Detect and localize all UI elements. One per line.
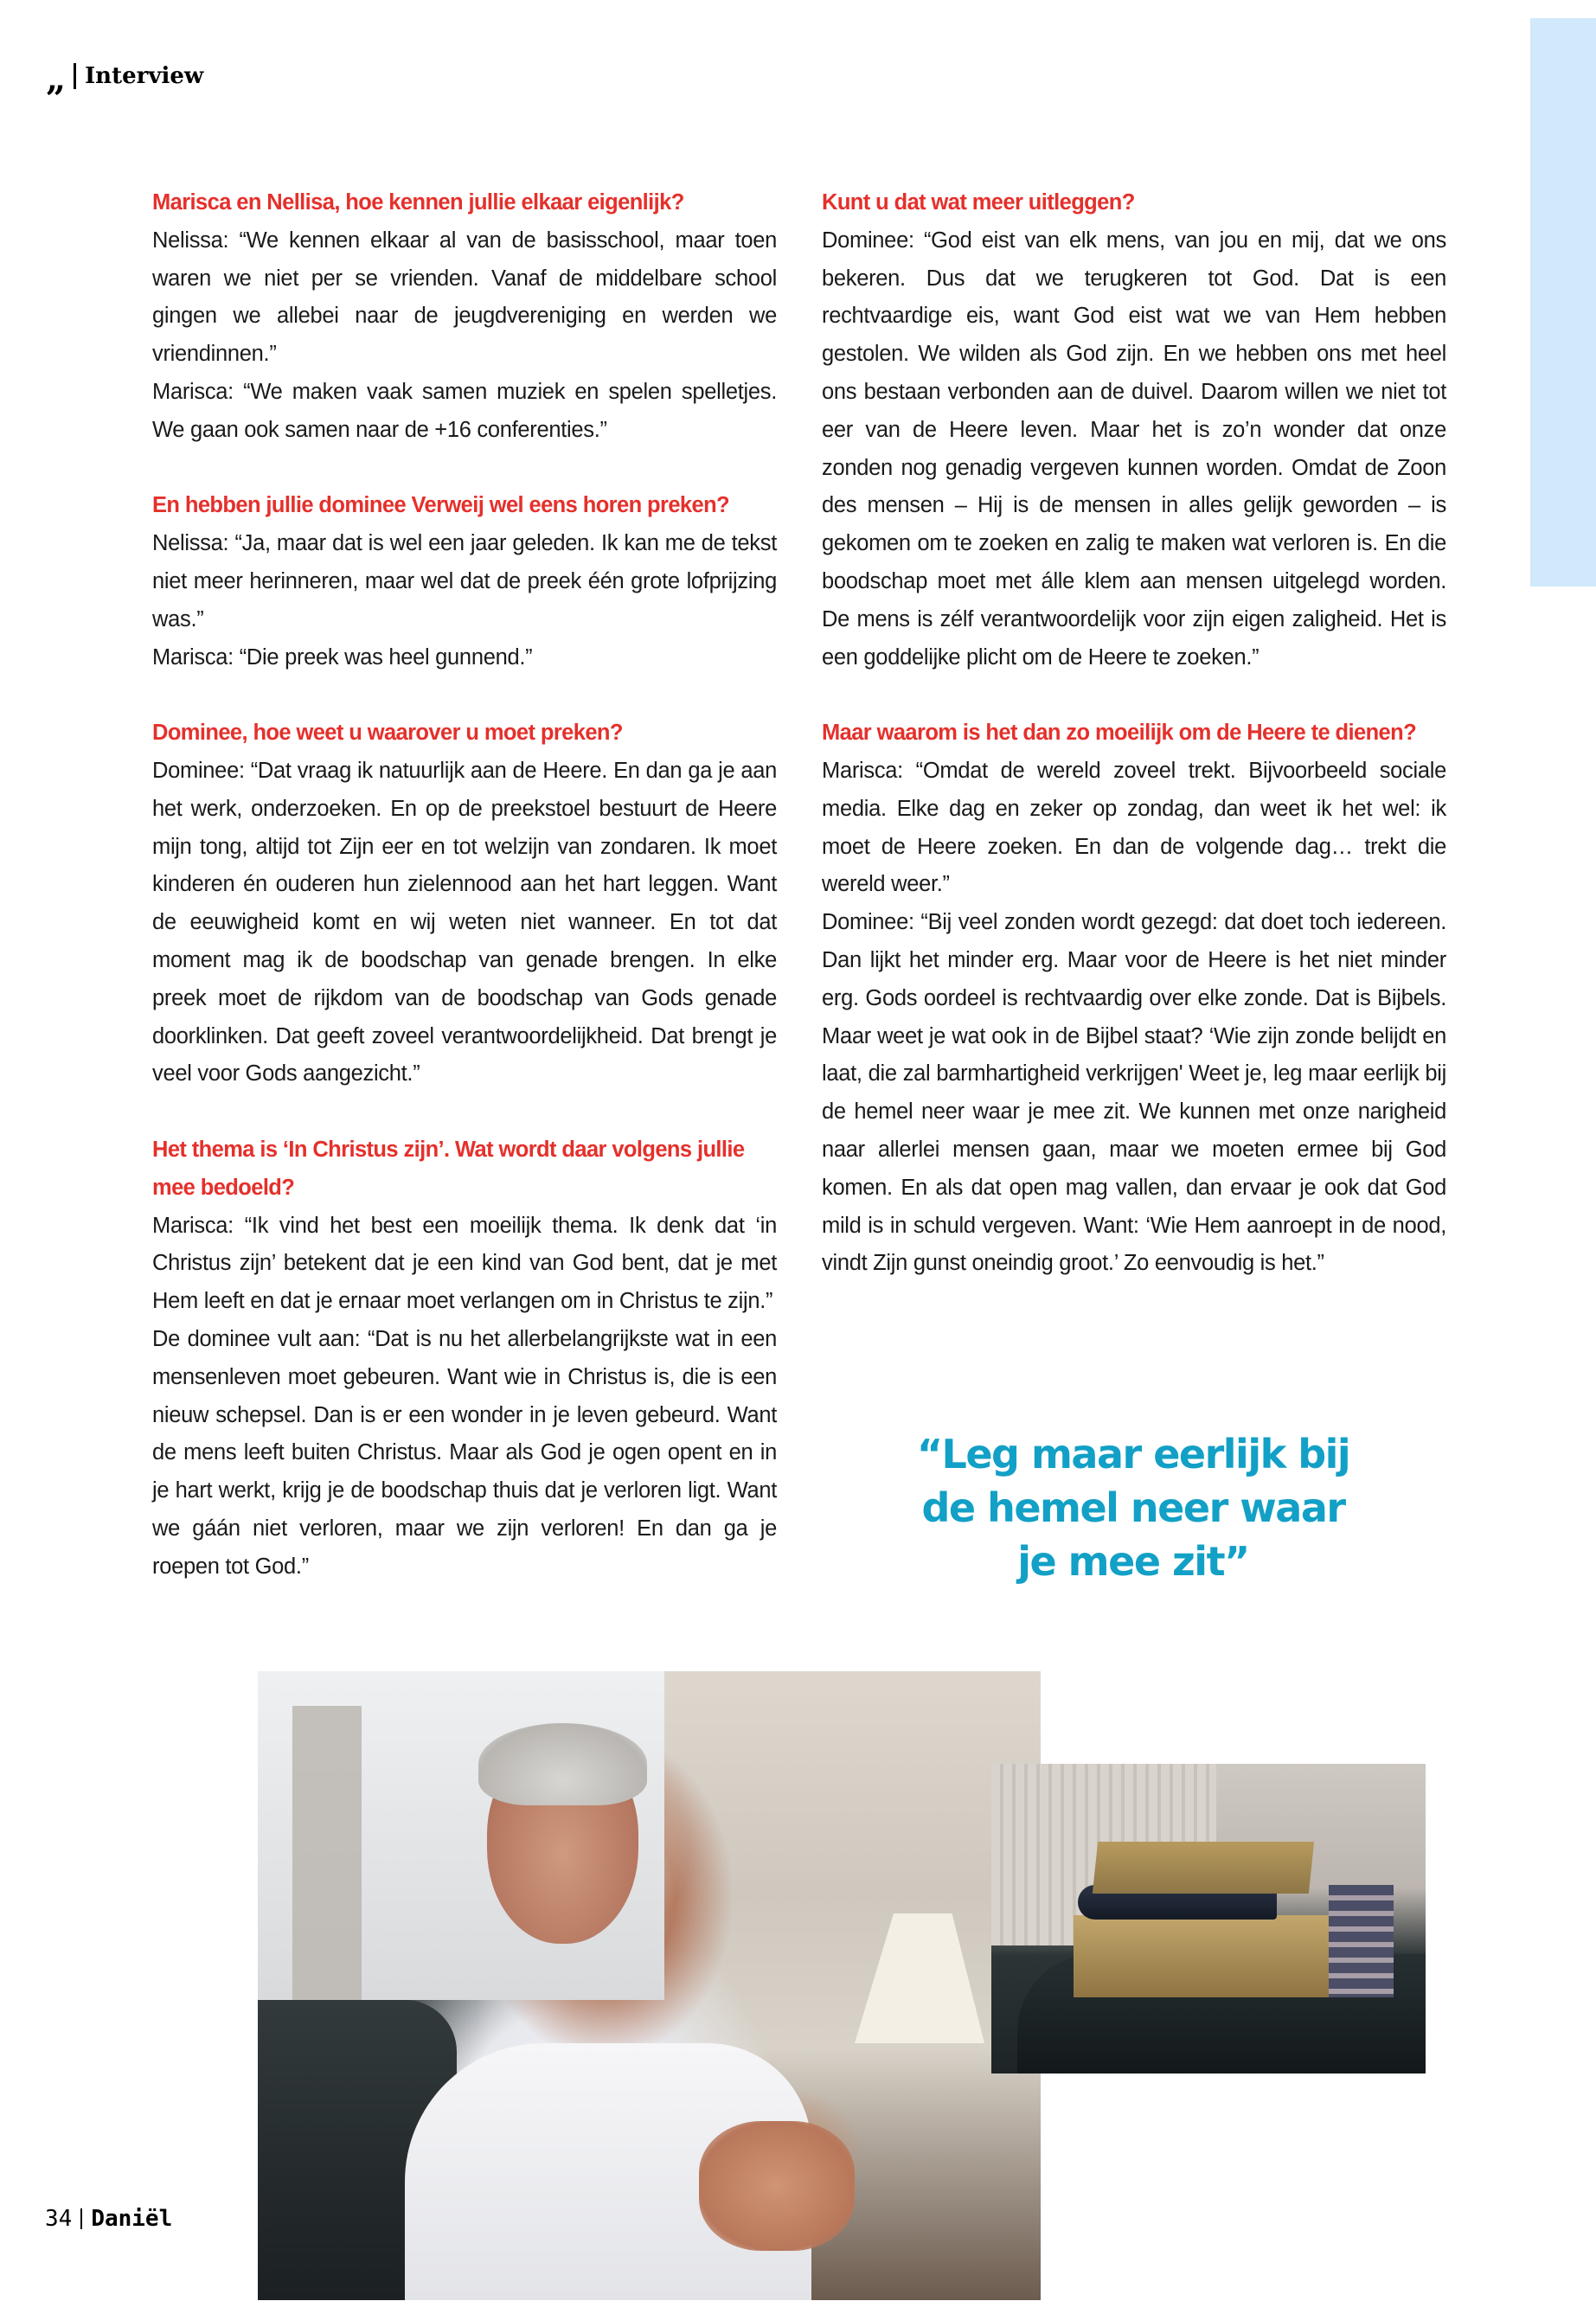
answer: Marisca: “We maken vaak samen muziek en spelen spelletjes. We gaan ook samen naar de +16 conferenties.” (152, 379, 777, 442)
qa-block (822, 184, 1446, 676)
qa-block (152, 715, 777, 1093)
page-header (48, 61, 204, 101)
question: En hebben jullie dominee Verweij wel eens horen preken? (152, 493, 730, 518)
photo-building (292, 1706, 362, 2000)
question: Maar waarom is het dan zo moeilijk om de Heere te dienen? (822, 721, 1417, 746)
answer: Marisca: “Die preek was heel gunnend.” (152, 644, 533, 670)
qa-block (822, 715, 1446, 1283)
page-number: 34 (45, 2206, 73, 2232)
answer: De dominee vult aan: “Dat is nu het allerbelangrijkste wat in een mensenleven moet gebeuren. Want wie in Christus is, die is een nieuw schepsel. Dan is er een wonder in je leven gebeurd. Want de mens leeft buiten Christus. Maar als God je ogen opent en in je hart werkt, krijg je de boodschap thuis dat je verloren ligt. Want we gáán niet verloren, maar we zijn verloren! En dan ga je roepen tot God.” (152, 1326, 777, 1579)
page-footer (45, 2206, 172, 2232)
answer: Dominee: “God eist van elk mens, van jou en mij, dat we ons bekeren. Dus dat we terugkeren tot God. Dat is een rechtvaardige eis, want God eist wat we van Hem hebben gestolen. We wilden als God zijn. En we hebben ons met heel ons bestaan verbonden aan de duivel. Daarom willen we niet tot eer van de Heere leven. Maar het is zo’n wonder dat onze zonden nog genadig vergeven kunnen worden. Omdat de Zoon des mensen – Hij is de mensen in alles gelijk geworden – is gekomen om te zoeken en zalig te maken wat verloren is. En die boodschap moet met álle klem aan mensen uitgelegd worden. De mens is zélf verantwoordelijk voor zijn eigen zaligheid. Het is een goddelijke plicht om de Heere te zoeken.” (822, 228, 1446, 670)
question: Marisca en Nellisa, hoe kennen jullie elkaar eigenlijk? (152, 190, 684, 215)
footer-divider (80, 2208, 82, 2229)
photo-book (1093, 1842, 1314, 1894)
answer: Marisca: “Omdat de wereld zoveel trekt. Bijvoorbeeld sociale media. Elke dag en zeker op zondag, dan weet ik het wel: ik moet de Heere zoeken. En dan de volgende dag… trekt die wereld weer.” (822, 758, 1446, 897)
answer: Nelissa: “Ja, maar dat is wel een jaar geleden. Ik kan me de tekst niet meer herinneren, maar wel dat de preek één grote lofprijzing was.” (152, 531, 777, 631)
side-tab-marker (1530, 18, 1596, 586)
minister-portrait-photo (258, 1671, 1041, 2300)
header-divider (74, 63, 76, 89)
answer: Dominee: “Dat vraag ik natuurlijk aan de Heere. En dan ga je aan het werk, onderzoeken. En op de preekstoel bestuurt de Heere mijn tong, altijd tot Zijn eer en tot welzijn van zondaren. Ik moet kinderen én ouderen hun zielennood aan het hart leggen. Want de eeuwigheid komt en wij weten niet wanneer. En tot dat moment mag ik de boodschap van genade brengen. In elke preek moet de rijkdom van de boodschap van Gods genade doorklinken. Dat geeft zoveel verantwoordelijkheid. Dat brengt je veel voor Gods aangezicht.” (152, 758, 777, 1086)
answer: Dominee: “Bij veel zonden wordt gezegd: dat doet toch iedereen. Dan lijkt het minder erg. Maar voor de Heere is het niet minder erg. Gods oordeel is rechtvaardig over elke zonde. Dat is Bijbels. Maar weet je wat ook in de Bijbel staat? ‘Wie zijn zonde belijdt en laat, die zal barmhartigheid verkrijgen' Weet je, leg maar eerlijk bij de hemel neer waar je mee zit. We kunnen met onze narigheid naar allerlei mensen gaan, maar we moeten ermee bij God komen. En als dat open mag vallen, dan ervaar je ook dat God mild is in schuld vergeven. Want: ‘Wie Hem aanroept in de nood, vindt Zijn gunst oneindig groot.’ Zo eenvoudig is het.” (822, 910, 1446, 1276)
qa-block (152, 184, 777, 450)
bibles-photo (991, 1764, 1426, 2073)
magazine-name: Daniël (91, 2206, 173, 2232)
pull-quote: “Leg maar eerlijk bij de hemel neer waar je mee zit” (916, 1431, 1350, 1585)
question: Het thema is ‘In Christus zijn’. Wat wordt daar volgens jullie mee bedoeld? (152, 1137, 745, 1200)
quote-icon: “ (48, 61, 66, 101)
question: Kunt u dat wat meer uitleggen? (822, 190, 1135, 215)
question: Dominee, hoe weet u waarover u moet preken? (152, 721, 623, 746)
qa-block (152, 487, 777, 676)
section-label: Interview (85, 63, 204, 89)
photo-book-stack (1329, 1885, 1394, 1997)
photo-lamp (855, 1913, 984, 2043)
left-column (152, 184, 777, 1624)
photo-book (1074, 1915, 1333, 1997)
answer: Nelissa: “We kennen elkaar al van de basisschool, maar toen waren we niet per se vrienden. Vanaf de middelbare school gingen we allebei naar de jeugdvereniging en werden we vriendinnen.” (152, 228, 777, 367)
photo-hair (478, 1723, 647, 1805)
qa-block (152, 1131, 777, 1586)
right-column (822, 184, 1446, 1321)
answer: Marisca: “Ik vind het best een moeilijk thema. Ik denk dat ‘in Christus zijn’ betekent dat je een kind van God bent, dat je met Hem leeft en dat je ernaar moet verlangen om in Christus te zijn.” (152, 1213, 777, 1314)
photo-hands (699, 2121, 855, 2251)
